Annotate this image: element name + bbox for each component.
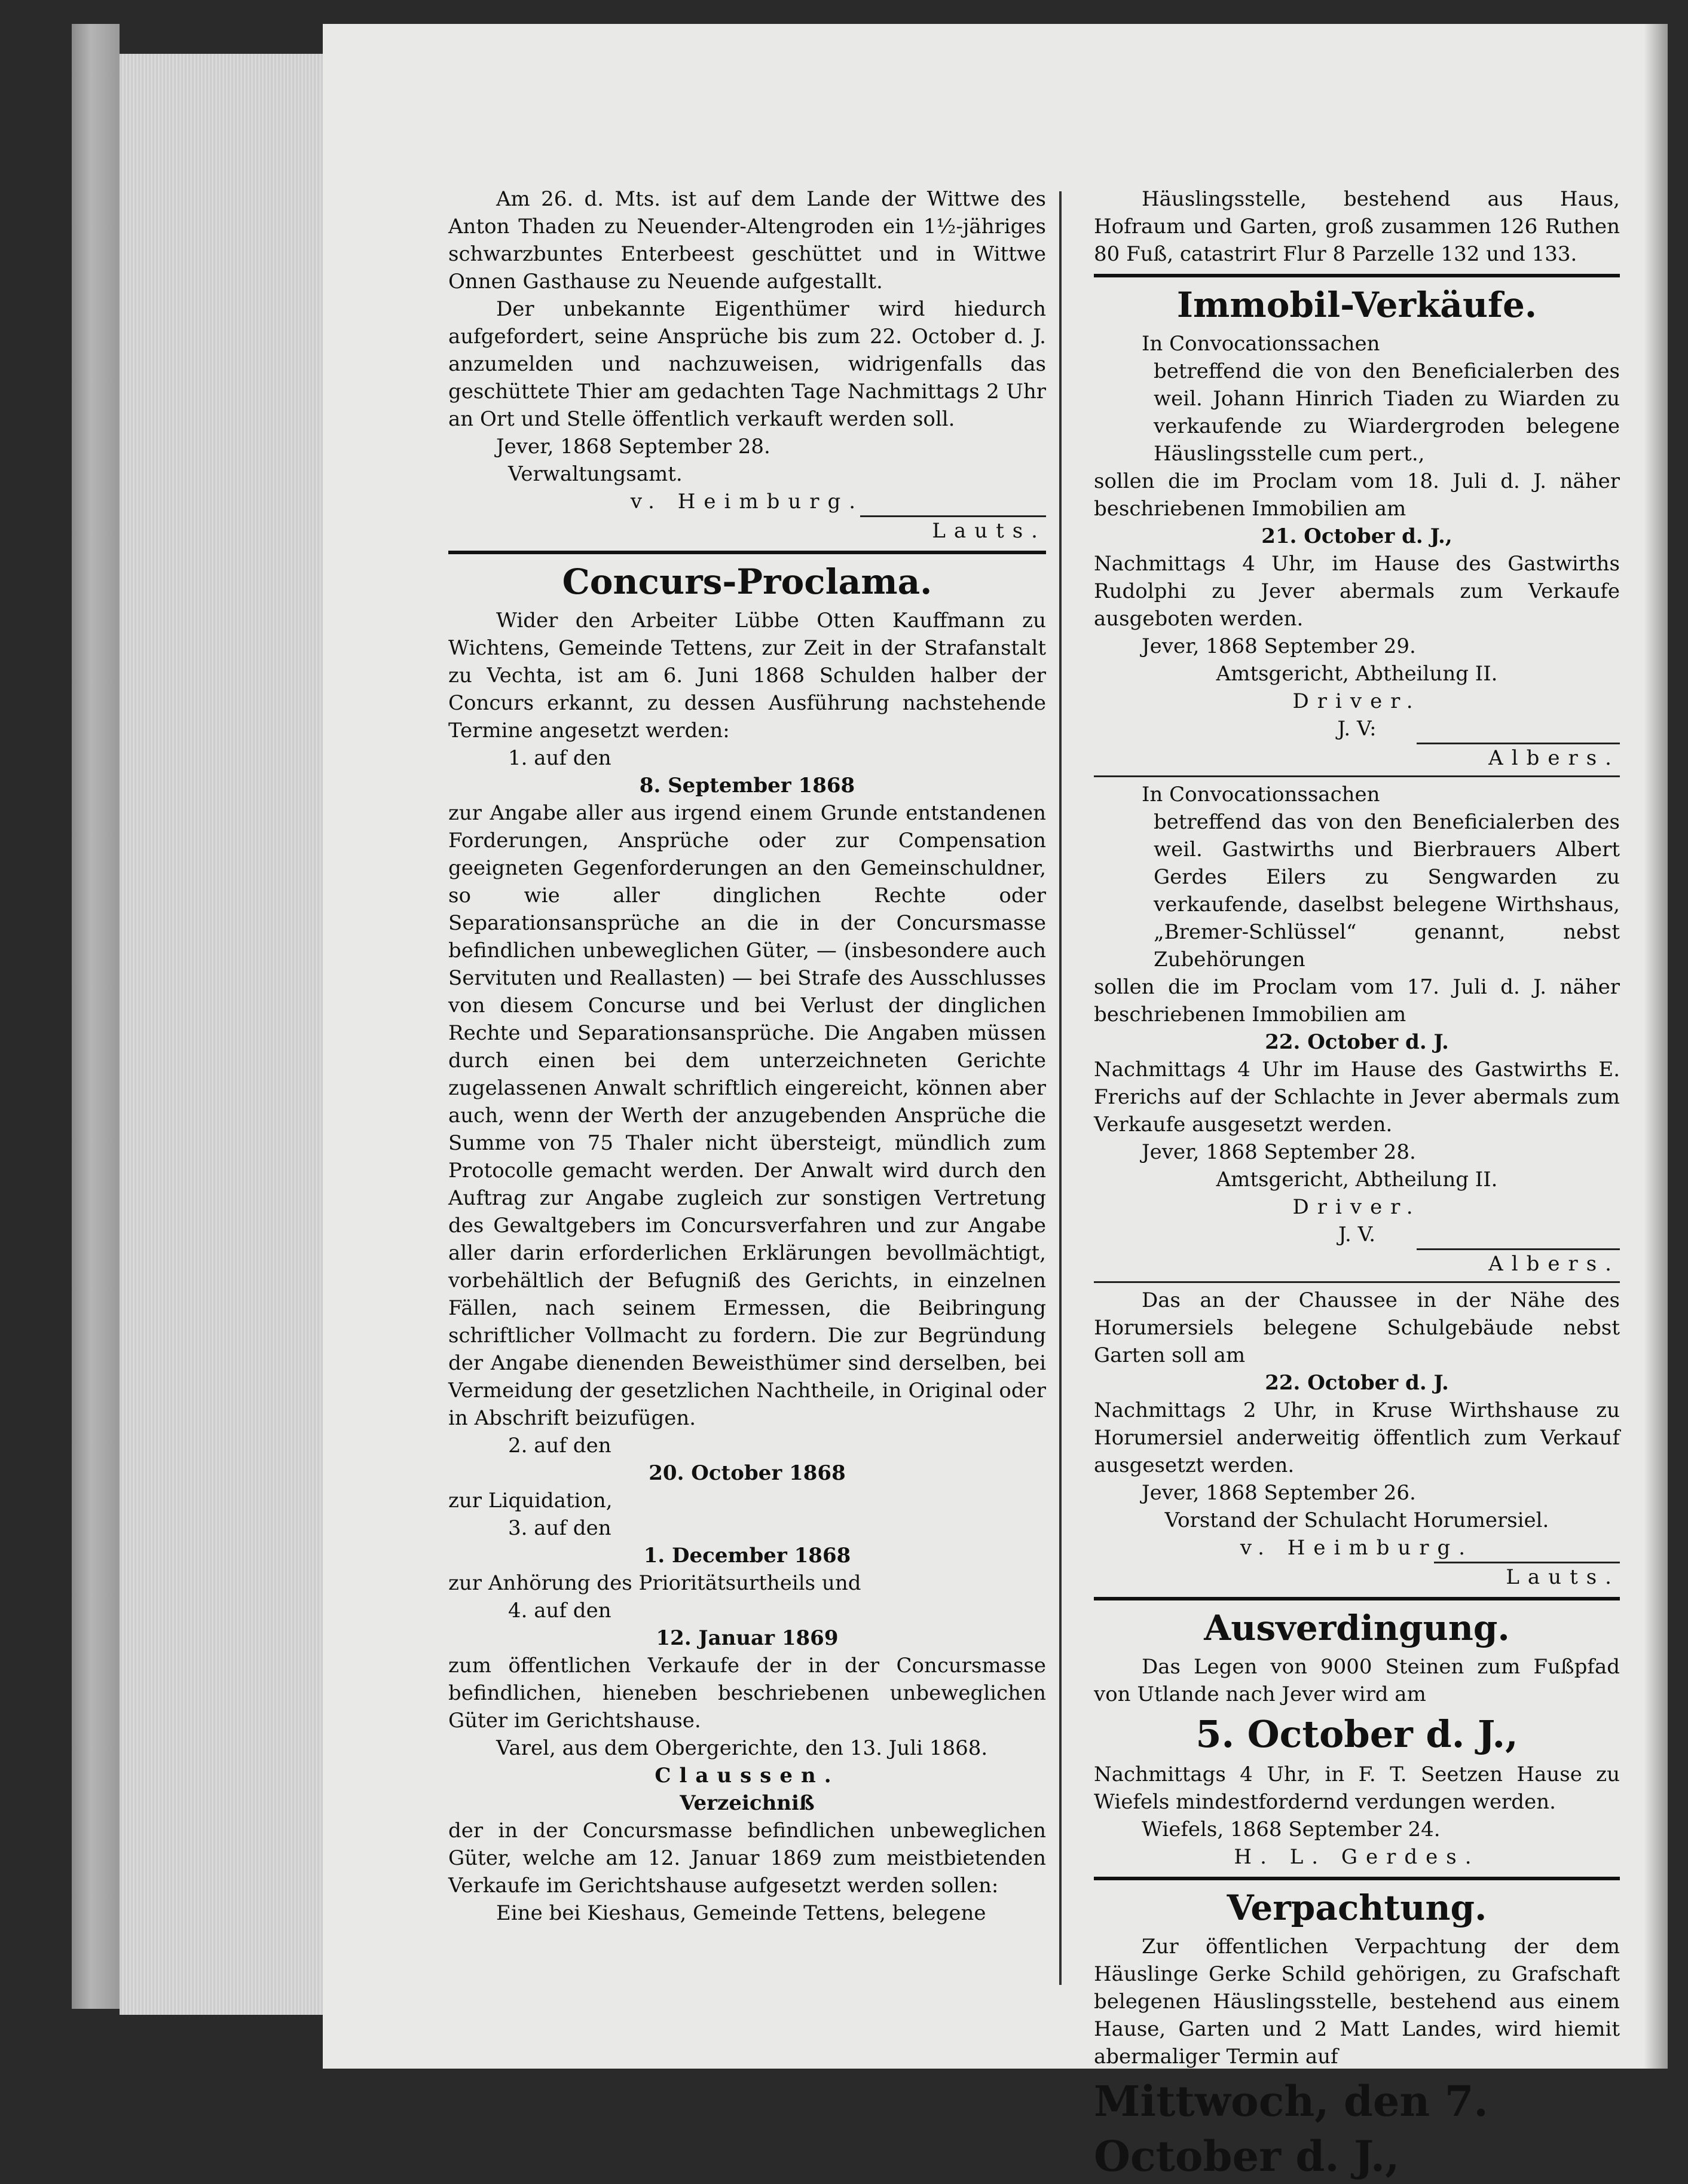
iv-line: J. V. — [1338, 1223, 1376, 1247]
term-label: 1. auf den — [508, 746, 611, 770]
term-date: 12. Januar 1869 — [656, 1626, 839, 1650]
section-divider — [1094, 1597, 1620, 1600]
court-line: Varel, aus dem Obergerichte, den 13. Juli 1868. — [496, 1736, 988, 1760]
concurs-paragraph: zur Angabe aller aus irgend einem Grunde entstandenen Forderungen, Ansprüche oder zur Compensation geeigneten Gegenforderungen an den Gemeinschuldner, so wie aller dinglichen Rechte oder Separationsansprüche an die in der Concursmasse befindlichen unbeweglichen Güter, — (insbesondere auch Servituten und Reallasten) — bei Strafe des Ausschlusses von diesem Concurse und bei Verlust der dinglichen Rechte und Separationsansprüche. Die Angaben müssen durch einen bei dem unterzeichneten Gerichte zugelassenen Anwalt schriftlich eingereicht, können aber auch, wenn der Werth der anzugebenden Ansprüche die Summe von 75 Thaler nicht übersteigt, mündlich zum Protocolle gemacht werden. Der Anwalt wird durch den Auftrag zur Angabe zugleich zur sonstigen Vertretung des Gewaltgebers im Concursverfahren und zur Angabe aller darin erforderlichen Erklärungen bevollmächtigt, vorbehältlich der Befugniß des Gerichts, in einzelnen Fällen, nach seinem Ermessen, die Beibringung schriftlicher Vollmacht zu fordern. Die zur Begründung der Angabe dienenden Beweisthümer sind derselben, bei Vermeidung der gesetzlichen Nachtheile, in Original oder in Abschrift beizufügen. — [448, 801, 1046, 1430]
newspaper-page — [323, 24, 1668, 2181]
list-title: Verzeichniß — [680, 1791, 815, 1815]
right-column — [1094, 185, 1620, 2184]
signature: Lauts. — [1094, 1562, 1620, 1591]
place-date: Jever, 1868 September 26. — [1142, 1481, 1416, 1505]
notice-office: Verwaltungsamt. — [508, 462, 683, 486]
term-purpose: zur Anhörung des Prioritätsurtheils und — [448, 1571, 861, 1595]
judge-name: Driver. — [1292, 689, 1421, 713]
concurs-proclama — [448, 559, 1046, 1927]
section-divider — [448, 551, 1046, 554]
school-notice-text: Das an der Chaussee in der Nähe des Horumersiels belegene Schulgebäude nebst Garten soll am — [1094, 1288, 1620, 1367]
term-date: 1. December 1868 — [643, 1544, 851, 1568]
convocation-body: betreffend die von den Beneficialerben des weil. Johann Hinrich Tiaden zu Wiarden zu verkaufende zu Wiardergroden belegene Häuslingsstelle cum pert., — [1154, 359, 1620, 466]
list-text: der in der Concursmasse befindlichen unbeweglichen Güter, welche am 12. Januar 1869 zum meistbietenden Verkaufe im Gerichtshause aufgesetzt werden sollen: — [448, 1819, 1046, 1898]
verpachtung — [1094, 1885, 1620, 2184]
concurs-paragraph: Wider den Arbeiter Lübbe Otten Kauffmann zu Wichtens, Gemeinde Tettens, zur Zeit in der Strafanstalt zu Vechta, ist am 6. Juni 1868 Schulden halber der Concurs erkannt, zu dessen Ausführung nachstehende Termine angesetzt werden: — [448, 609, 1046, 743]
term-date: 20. October 1868 — [649, 1461, 846, 1485]
notice-date: Jever, 1868 September 28. — [496, 435, 770, 459]
sale-date: 22. October d. J. — [1265, 1371, 1449, 1395]
term-label: 2. auf den — [508, 1434, 611, 1458]
term-label: 3. auf den — [508, 1516, 611, 1540]
page-stack — [120, 54, 323, 2015]
notice-name: v. Heimburg. — [630, 490, 864, 514]
ausverdingung-text: Das Legen von 9000 Steinen zum Fußpfad von Utlande nach Jever wird am — [1094, 1655, 1620, 1706]
ausverdingung — [1094, 1605, 1620, 1871]
signer-name: H. L. Gerdes. — [1234, 1845, 1480, 1869]
signature: Albers. — [1094, 743, 1620, 772]
column-divider — [1059, 191, 1062, 1985]
notice-signature: Lauts. — [448, 515, 1046, 545]
iv-line: J. V: — [1337, 717, 1377, 741]
convocation-head: In Convocationssachen — [1142, 332, 1380, 356]
convocation-head: In Convocationssachen — [1142, 783, 1380, 807]
court-name: Amtsgericht, Abtheilung II. — [1216, 1168, 1498, 1192]
place-date: Jever, 1868 September 28. — [1142, 1140, 1416, 1164]
convocation-text: sollen die im Proclam vom 18. Juli d. J. näher beschriebenen Immobilien am — [1094, 469, 1620, 521]
section-title: Verpachtung. — [1227, 1887, 1487, 1928]
notice-divider — [1094, 1281, 1620, 1283]
book-edge — [72, 24, 120, 2009]
section-divider — [1094, 1877, 1620, 1880]
section-title: Ausverdingung. — [1204, 1608, 1510, 1648]
verpachtung-date: Mittwoch, den 7. October d. J., — [1094, 2076, 1488, 2181]
page-shadow — [1644, 24, 1668, 2069]
judge-name: Claussen. — [655, 1764, 840, 1788]
convocation-text: Nachmittags 4 Uhr im Hause des Gastwirths E. Frerichs auf der Schlachte in Jever abermals zum Verkaufe ausgesetzt werden. — [1094, 1058, 1620, 1137]
section-title: Concurs-Proclama. — [562, 561, 932, 602]
section-title: Immobil-Verkäufe. — [1176, 285, 1537, 325]
court-name: Amtsgericht, Abtheilung II. — [1216, 662, 1498, 686]
sale-date: 22. October d. J. — [1265, 1030, 1449, 1054]
convocation-body: betreffend das von den Beneficialerben des weil. Gastwirths und Bierbrauers Albert Gerdes Eilers zu Sengwarden zu verkaufende, daselbst belegene Wirthshaus, „Bremer-Schlüssel“ genannt, nebst Zubehörungen — [1154, 810, 1620, 972]
signature: Albers. — [1094, 1248, 1620, 1278]
notice-paragraph: Der unbekannte Eigenthümer wird hiedurch aufgefordert, seine Ansprüche bis zum 22. October d. J. anzumelden und nachzuweisen, widrigenfalls das geschüttete Thier am gedachten Tage Nachmittags 2 Uhr an Ort und Stelle öffentlich verkauft werden soll. — [448, 297, 1046, 431]
signer-name: v. Heimburg. — [1240, 1536, 1474, 1560]
place-date: Jever, 1868 September 29. — [1142, 634, 1416, 658]
list-item: Eine bei Kieshaus, Gemeinde Tettens, belegene — [496, 1901, 986, 1925]
section-divider — [1094, 274, 1620, 277]
concurs-paragraph: zum öffentlichen Verkaufe der in der Concursmasse befindlichen, hieneben beschriebenen unbeweglichen Güter im Gerichtshause. — [448, 1654, 1046, 1733]
verpachtung-text: Zur öffentlichen Verpachtung der dem Häuslinge Gerke Schild gehörigen, zu Grafschaft belegenen Häuslingsstelle, bestehend aus einem Hause, Garten und 2 Matt Landes, wird hiemit abermaliger Termin auf — [1094, 1935, 1620, 2069]
immobil-verkaeufe — [1094, 282, 1620, 1591]
continuation-text: Häuslingsstelle, bestehend aus Haus, Hofraum und Garten, groß zusammen 126 Ruthen 80 Fuß, catastrirt Flur 8 Parzelle 132 und 133. — [1094, 187, 1620, 266]
school-notice-text: Nachmittags 2 Uhr, in Kruse Wirthshause zu Horumersiel anderweitig öffentlich zum Verkauf ausgesetzt werden. — [1094, 1398, 1620, 1477]
notice-divider — [1094, 775, 1620, 777]
term-date: 8. September 1868 — [639, 774, 855, 798]
ausverdingung-date: 5. October d. J., — [1195, 1712, 1518, 1756]
ausverdingung-text: Nachmittags 4 Uhr, in F. T. Seetzen Hause zu Wiefels mindestfordernd verdungen werden. — [1094, 1763, 1620, 1814]
term-purpose: zur Liquidation, — [448, 1489, 613, 1513]
convocation-text: sollen die im Proclam vom 17. Juli d. J. näher beschriebenen Immobilien am — [1094, 975, 1620, 1027]
place-date: Wiefels, 1868 September 24. — [1142, 1818, 1441, 1841]
convocation-text: Nachmittags 4 Uhr, im Hause des Gastwirths Rudolphi zu Jever abermals zum Verkaufe ausgeboten werden. — [1094, 552, 1620, 631]
sale-date: 21. October d. J., — [1261, 524, 1452, 548]
judge-name: Driver. — [1292, 1195, 1421, 1219]
notice-paragraph: Am 26. d. Mts. ist auf dem Lande der Wittwe des Anton Thaden zu Neuender-Altengroden ein 1½-jähriges schwarzbuntes Enterbeest geschüttet und in Wittwe Onnen Gasthause zu Neuende aufgestallt. — [448, 187, 1046, 294]
term-label: 4. auf den — [508, 1599, 611, 1623]
board-name: Vorstand der Schulacht Horumersiel. — [1164, 1508, 1549, 1532]
notice-stray-animal — [448, 185, 1046, 545]
left-column — [448, 185, 1046, 1927]
